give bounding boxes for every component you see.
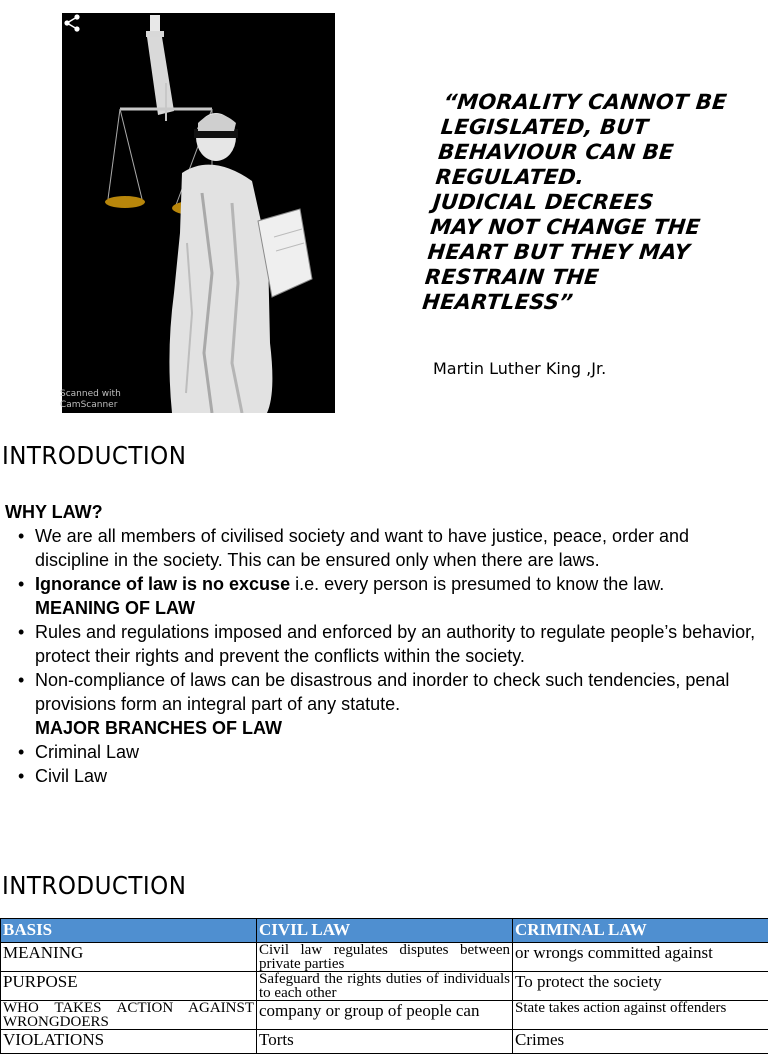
table-row <box>1 1030 768 1054</box>
table-cell: Civil law regulates disputes between private parties <box>257 943 513 972</box>
share-icon[interactable] <box>62 13 82 33</box>
list-item: • Criminal Law <box>5 740 765 764</box>
table-header: CIVIL LAW <box>257 919 513 943</box>
why-law-label: WHY LAW? <box>5 500 765 524</box>
quote-line: RESTRAIN THE <box>424 265 727 290</box>
table-cell: Crimes <box>513 1030 768 1054</box>
quote-line: REGULATED. <box>434 165 737 190</box>
civil-criminal-comparison-table <box>0 918 768 1054</box>
major-branches-heading: MAJOR BRANCHES OF LAW <box>5 716 765 740</box>
table-header: CRIMINAL LAW <box>513 919 768 943</box>
quote-line: HEART BUT THEY MAY <box>426 240 729 265</box>
quote-line: JUDICIAL DECREES <box>432 190 735 215</box>
quote-line: MAY NOT CHANGE THE <box>429 215 732 240</box>
lady-justice-illustration <box>62 13 335 413</box>
list-item: • Non-compliance of laws can be disastrous and inorder to check such tendencies, penal provisions form an integral part of any statute. <box>5 668 765 716</box>
intro-content <box>5 500 765 788</box>
quote-block <box>421 90 745 315</box>
table-cell: VIOLATIONS <box>1 1030 257 1054</box>
section-heading-introduction: INTRODUCTION <box>2 441 186 470</box>
list-item: • We are all members of civilised society and want to have justice, peace, order and discipline in the society. This can be ensured only when there are laws. <box>5 524 765 572</box>
quote-line: LEGISLATED, BUT <box>440 115 743 140</box>
quote-line: HEARTLESS” <box>421 290 724 315</box>
table-header-row <box>1 919 768 943</box>
meaning-of-law-heading: MEANING OF LAW <box>5 596 765 620</box>
table-cell: company or group of people can <box>257 1001 513 1030</box>
table-cell: Safeguard the rights duties of individuals to each other <box>257 972 513 1001</box>
table-row <box>1 943 768 972</box>
list-item <box>5 572 765 596</box>
lady-justice-image <box>62 13 335 413</box>
table-cell: MEANING <box>1 943 257 972</box>
section-heading-introduction-2: INTRODUCTION <box>2 871 186 900</box>
quote-line: “MORALITY CANNOT BE <box>442 90 745 115</box>
bullet-text: i.e. every person is presumed to know the law. <box>290 574 664 594</box>
table-header: BASIS <box>1 919 257 943</box>
table-row <box>1 972 768 1001</box>
camscanner-watermark <box>60 389 140 411</box>
intro-bullet-list <box>5 524 765 788</box>
list-item: • Rules and regulations imposed and enforced by an authority to regulate people’s behavior, protect their rights and prevent the conflicts within the society. <box>5 620 765 668</box>
table-cell: WHO TAKES ACTION AGAINST WRONGDOERS <box>1 1001 257 1030</box>
watermark-line-2: CamScanner <box>60 400 140 411</box>
table-cell: or wrongs committed against <box>513 943 768 972</box>
table-row <box>1 1001 768 1030</box>
list-item: • Civil Law <box>5 764 765 788</box>
watermark-line-1: Scanned with <box>60 389 140 400</box>
quote-author: Martin Luther King ,Jr. <box>433 359 606 378</box>
table-cell: Torts <box>257 1030 513 1054</box>
table-cell: PURPOSE <box>1 972 257 1001</box>
bold-phrase: Ignorance of law is no excuse <box>35 574 290 594</box>
table-cell: To protect the society <box>513 972 768 1001</box>
table-cell: State takes action against offenders <box>513 1001 768 1030</box>
quote-line: BEHAVIOUR CAN BE <box>437 140 740 165</box>
